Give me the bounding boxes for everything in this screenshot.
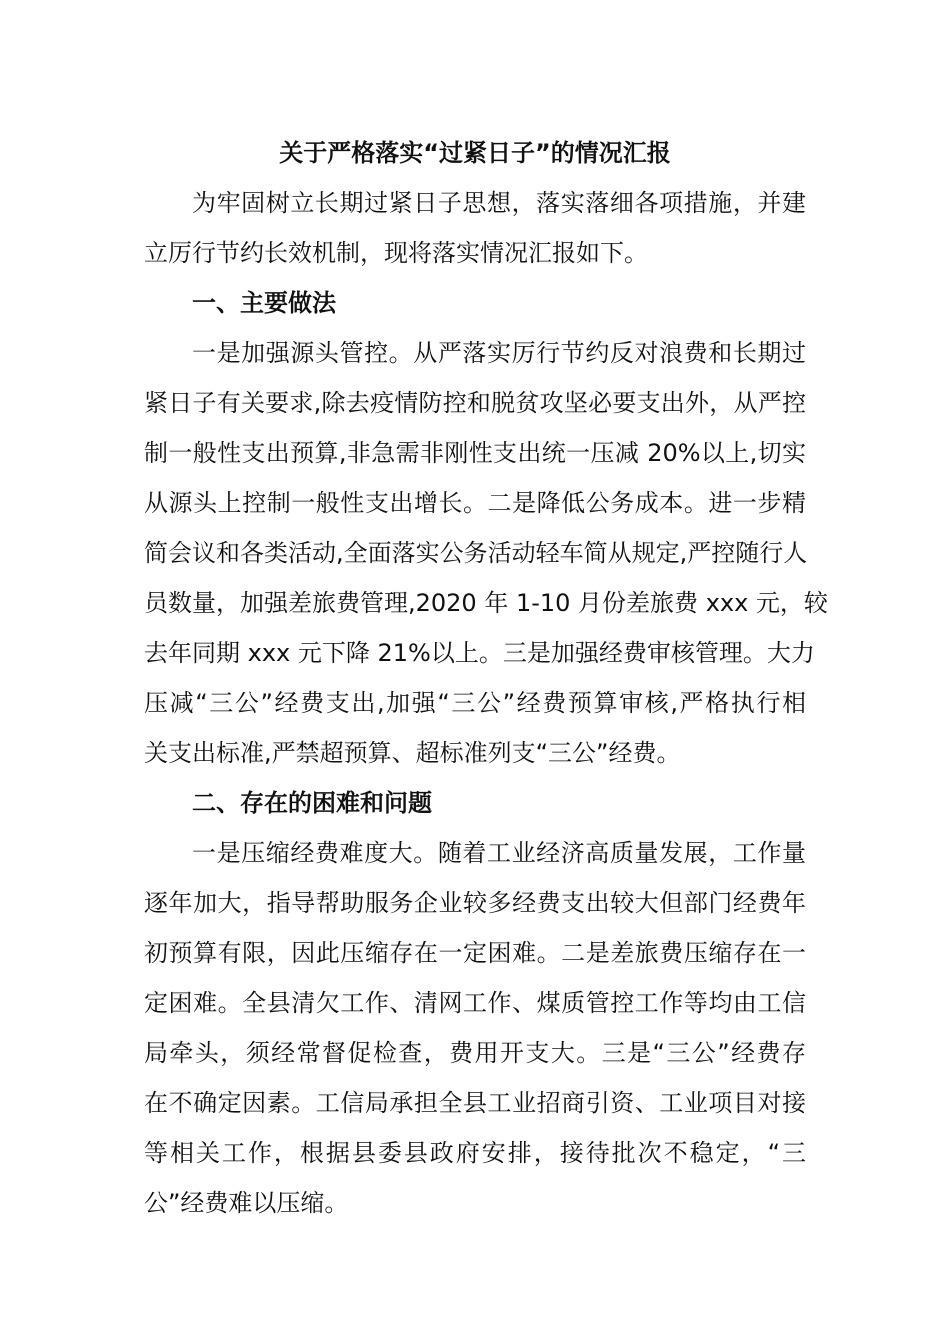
paragraph-line: 去年同期 xxx 元下降 21%以上。三是加强经费审核管理。大力 (144, 639, 815, 667)
paragraph-line: 在不确定因素。工信局承担全县工业招商引资、工业项目对接 (144, 1089, 806, 1117)
paragraph-line: 定困难。全县清欠工作、清网工作、煤质管控工作等均由工信 (144, 989, 806, 1017)
paragraph-line: 局牵头，须经常督促检查，费用开支大。三是“三公”经费存 (144, 1039, 806, 1067)
document-title: 关于严格落实“过紧日子”的情况汇报 (279, 139, 671, 167)
intro-line: 立厉行节约长效机制，现将落实情况汇报如下。 (144, 239, 648, 267)
paragraph-line: 一是加强源头管控。从严落实厉行节约反对浪费和长期过 (192, 339, 806, 367)
document-body (144, 128, 828, 1228)
section-heading-main-practices: 一、主要做法 (192, 289, 336, 317)
paragraph-line: 公”经费难以压缩。 (144, 1189, 349, 1217)
paragraph-line: 一是压缩经费难度大。随着工业经济高质量发展，工作量 (192, 839, 806, 867)
paragraph-line: 从源头上控制一般性支出增长。二是降低公务成本。进一步精 (144, 489, 806, 517)
paragraph-line: 关支出标准,严禁超预算、超标准列支“三公”经费。 (144, 739, 681, 767)
paragraph-line: 逐年加大，指导帮助服务企业较多经费支出较大但部门经费年 (144, 889, 806, 917)
paragraph-line: 压减“三公”经费支出,加强“三公”经费预算审核,严格执行相 (144, 689, 806, 717)
paragraph-line: 初预算有限，因此压缩存在一定困难。二是差旅费压缩存在一 (144, 939, 806, 967)
paragraph-line: 简会议和各类活动,全面落实公务活动轻车简从规定,严控随行人 (144, 539, 808, 567)
section-heading-difficulties: 二、存在的困难和问题 (192, 789, 432, 817)
paragraph-line: 紧日子有关要求,除去疫情防控和脱贫攻坚必要支出外，从严控 (144, 389, 806, 417)
paragraph-line: 制一般性支出预算,非急需非刚性支出统一压减 20%以上,切实 (144, 439, 806, 467)
paragraph-line: 员数量，加强差旅费管理,2020 年 1-10 月份差旅费 xxx 元，较 (144, 589, 828, 617)
intro-line: 为牢固树立长期过紧日子思想，落实落细各项措施，并建 (192, 189, 806, 217)
paragraph-line: 等相关工作，根据县委县政府安排，接待批次不稳定，“三 (144, 1139, 806, 1167)
